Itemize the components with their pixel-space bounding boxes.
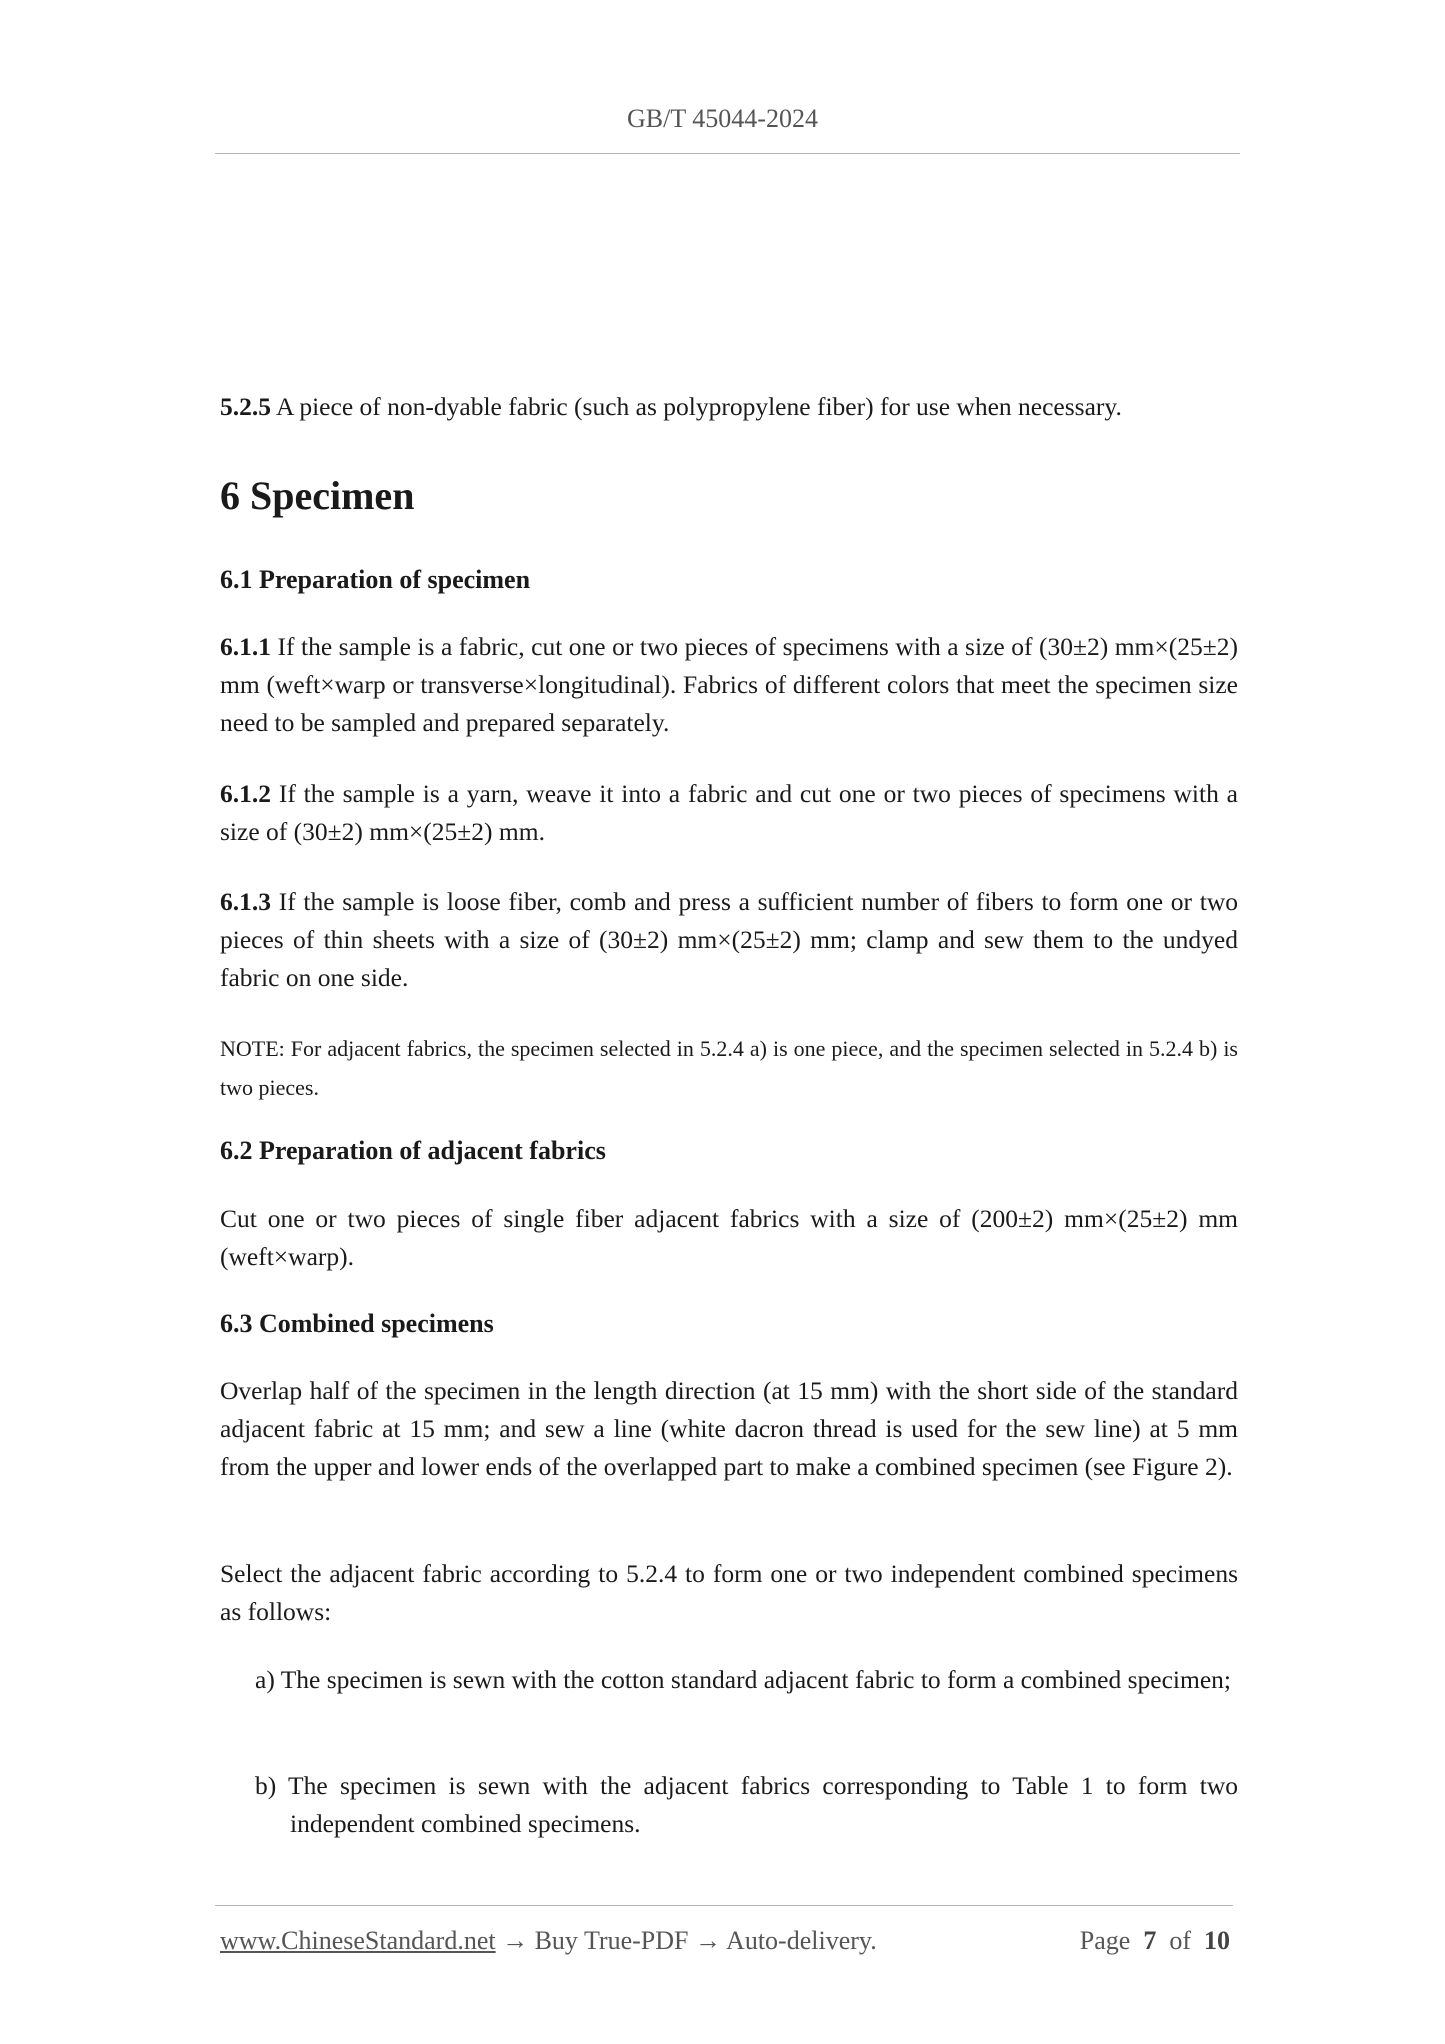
website-link[interactable]: www.ChineseStandard.net [220,1926,496,1955]
page-of: of [1169,1926,1191,1955]
paragraph-6-3-overlap: Overlap half of the specimen in the length direction (at 15 mm) with the short side of the standard adjacent fabric at 15 mm; and sew a line (white dacron thread is used for the sew line) at 5 mm from the upper and lower ends of the overlapped part to make a combined specimen (see Figure 2). [220,1376,1238,1481]
footer-promo: → Buy True-PDF → Auto-delivery. [495,1926,877,1955]
note-text: NOTE: For adjacent fabrics, the specimen selected in 5.2.4 a) is one piece, and the specimen selected in 5.2.4 b) is two pieces. [220,1036,1238,1100]
page-label: Page [1079,1926,1131,1955]
paragraph-6-3-select: Select the adjacent fabric according to 5.2.4 to form one or two independent combined specimens as follows: [220,1559,1238,1626]
clause-text: If the sample is a yarn, weave it into a fabric and cut one or two pieces of specimens with a size of (30±2) mm×(25±2) mm. [220,779,1238,846]
clause-6-1-1 [220,628,1238,742]
clause-text: If the sample is loose fiber, comb and press a sufficient number of fibers to form one or two pieces of thin sheets with a size of (30±2) mm×(25±2) mm; clamp and sew them to the undyed fabric on one side. [220,887,1238,992]
clause-6-1-3 [220,883,1238,997]
clause-5-2-5 [220,388,1238,426]
list-item-a: a) The specimen is sewn with the cotton standard adjacent fabric to form a combined specimen; [255,1665,1231,1694]
page-header-title: GB/T 45044-2024 [627,104,818,133]
clause-6-1-2 [220,775,1238,851]
clause-number: 5.2.5 [220,392,271,421]
clause-number: 6.1.1 [220,632,271,661]
section-heading-6: 6 Specimen [220,473,415,518]
page-footer [220,1926,1230,1956]
footer-divider [215,1905,1233,1906]
subsection-heading-6-3: 6.3 Combined specimens [220,1309,494,1338]
header-divider [215,153,1240,154]
page-indicator [1080,1926,1230,1956]
clause-number: 6.1.3 [220,887,271,916]
page-total: 10 [1204,1926,1230,1955]
clause-number: 6.1.2 [220,779,271,808]
list-item-b: b) The specimen is sewn with the adjacent fabrics corresponding to Table 1 to form two independent combined specimens. [255,1771,1238,1838]
page-current: 7 [1143,1926,1157,1955]
subsection-heading-6-1: 6.1 Preparation of specimen [220,565,531,594]
clause-text: If the sample is a fabric, cut one or two pieces of specimens with a size of (30±2) mm×(25±2) mm (weft×warp or transverse×longitudinal). Fabrics of different colors that meet the specimen size need to be sampled and prepared separately. [220,632,1238,737]
paragraph-6-2: Cut one or two pieces of single fiber adjacent fabrics with a size of (200±2) mm×(25±2) mm (weft×warp). [220,1204,1238,1271]
clause-text: A piece of non-dyable fabric (such as polypropylene fiber) for use when necessary. [271,392,1122,421]
subsection-heading-6-2: 6.2 Preparation of adjacent fabrics [220,1136,606,1165]
